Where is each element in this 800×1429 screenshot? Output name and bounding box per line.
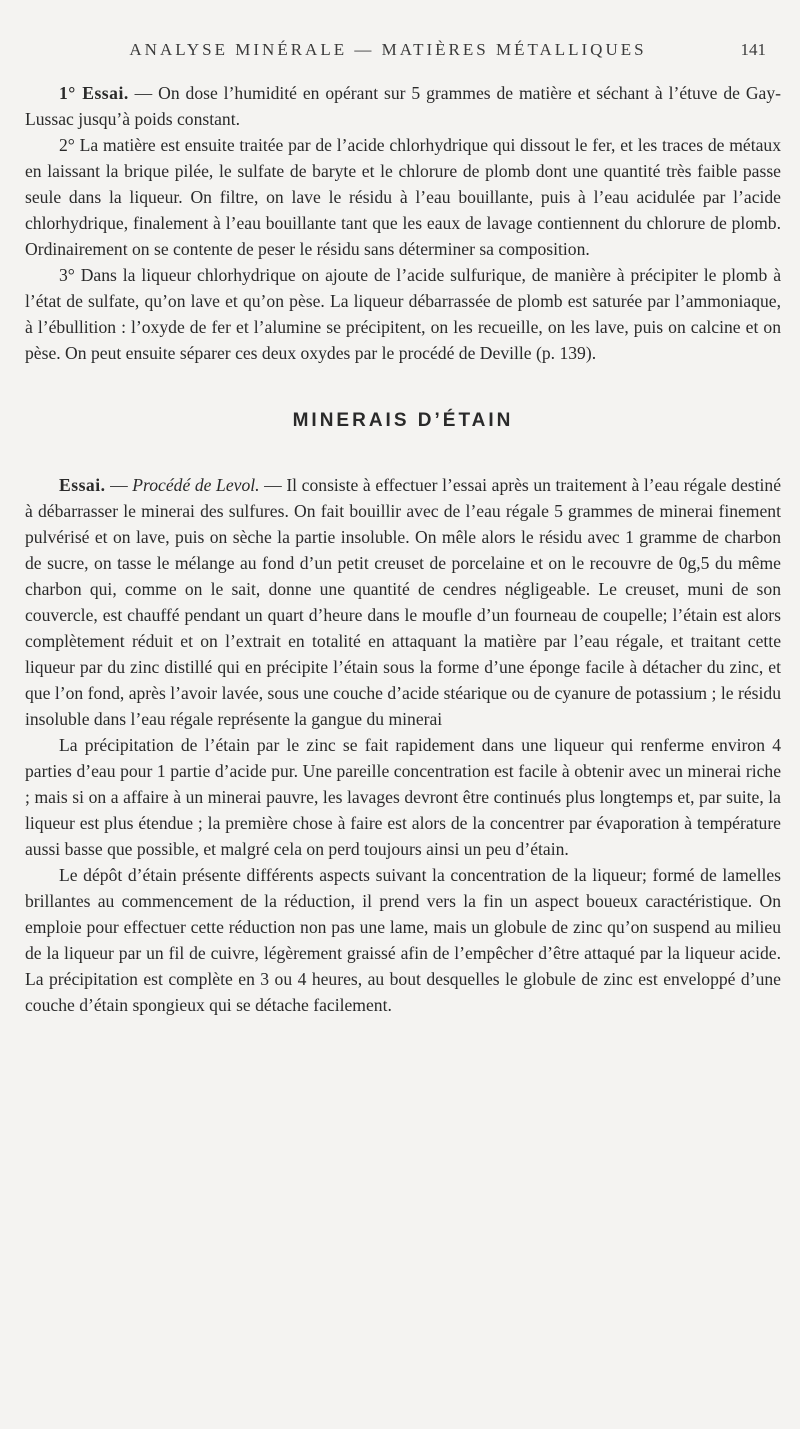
- page-number: 141: [740, 40, 766, 59]
- paragraph-essai-1: [25, 80, 781, 132]
- method-name: Procédé de Levol.: [132, 475, 260, 495]
- running-head: ANALYSE MINÉRALE — MATIÈRES MÉTALLIQUES: [129, 40, 647, 59]
- paragraph-depot: Le dépôt d’étain présente différents aspects suivant la concentration de la liqueur; formé de lamelles brillantes au commencement de la réduction, il prend vers la fin un aspect boueux caractéristique. On emploie pour effectuer cette réduction non pas une lame, mais un globule de zinc qu’on suspend au milieu de la liqueur par un fil de cuivre, légèrement graissé afin de l’empêcher d’être attaqué par la liqueur acide. La précipitation est complète en 3 ou 4 heures, au bout desquelles le globule de zinc est enveloppé d’une couche d’étain spongieux qui se détache facilement.: [25, 865, 781, 1015]
- paragraph-text: — On dose l’humidité en opérant sur 5 grammes de matière et séchant à l’étuve de Gay-Lussac jusqu’à poids constant.: [25, 83, 781, 129]
- dash: —: [105, 475, 133, 495]
- paragraph-precipitation: La précipitation de l’étain par le zinc se fait rapidement dans une liqueur qui renferme environ 4 parties d’eau pour 1 partie d’acide pur. Une pareille concentration est facile à obtenir avec un minerai riche ; mais si on a affaire à un minerai pauvre, les lavages devront être continués plus longtemps et, par suite, la liqueur est plus étendue ; la première chose à faire est alors de la concentrer par évaporation à température aussi basse que possible, et malgré cela on perd toujours ainsi un peu d’étain.: [25, 735, 781, 859]
- body-text: [25, 80, 781, 1018]
- paragraph-text: — Il consiste à effectuer l’essai après un traitement à l’eau régale destiné à débarrasser le minerai des sulfures. On fait bouillir avec de l’eau régale 5 grammes de minerai finement pulvérisé et on lave, puis on sèche la partie insoluble. On mêle alors le résidu avec 1 gramme de charbon de sucre, on tasse le mélange au fond d’un petit creuset de porcelaine et on le recouvre de 0g,5 du même charbon qui, comme on le sait, donne une quantité de cendres négligeable. Le creuset, muni de son couvercle, est chauffé pendant un quart d’heure dans le moufle d’un fourneau de coupelle; l’étain est alors complètement réduit et on l’extrait en totalité en attaquant la matière par l’eau régale, et traitant cette liqueur par du zinc distillé qui en précipite l’étain sous la forme d’une éponge facile à détacher du zinc, et que l’on fond, après l’avoir lavée, sous une couche d’acide stéarique ou de cyanure de potassium ; le résidu insoluble dans l’eau régale représente la gangue du minerai: [25, 475, 782, 729]
- paragraph-step-3: 3° Dans la liqueur chlorhydrique on ajoute de l’acide sulfurique, de manière à précipiter le plomb à l’état de sulfate, qu’on lave et qu’on pèse. La liqueur débarrassée de plomb est saturée par l’ammoniaque, à l’ébullition : l’oxyde de fer et l’alumine se précipitent, on les recueille, on les lave, puis on calcine et on pèse. On peut ensuite séparer ces deux oxydes par le procédé de Deville (p. 139).: [25, 265, 781, 363]
- essai-lead: 1° Essai.: [59, 83, 129, 103]
- paragraph-step-2: 2° La matière est ensuite traitée par de l’acide chlorhydrique qui dissout le fer, et les traces de métaux en laissant la brique pilée, le sulfate de baryte et le chlorure de plomb dont une quantité très faible passe seule dans la liqueur. On filtre, on lave le résidu à l’eau bouillante, puis à l’eau acidulée par l’acide chlorhydrique, finalement à l’eau bouillante tant que les eaux de lavage contiennent du chlorure de plomb. Ordinairement on se contente de peser le résidu sans déterminer sa composition.: [25, 135, 781, 259]
- essai-lead: Essai.: [59, 475, 106, 495]
- page-header: [0, 40, 800, 64]
- section-title: MINERAIS D’ÉTAIN: [292, 410, 514, 431]
- paragraph-essai-etain: [25, 472, 781, 732]
